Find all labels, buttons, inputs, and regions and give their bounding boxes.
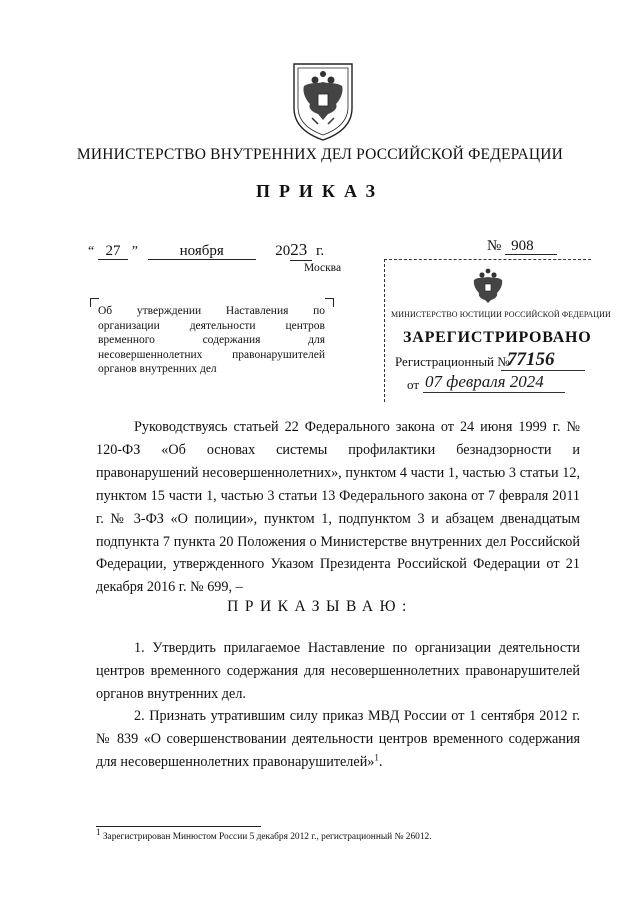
- subject-line: органов внутренних дел: [98, 363, 217, 375]
- double-headed-eagle-icon: [471, 266, 505, 304]
- order-number: [487, 238, 557, 255]
- date-month: ноября: [148, 243, 256, 260]
- stamp-reg-label: Регистрационный №: [395, 354, 510, 369]
- order-date: [88, 240, 324, 261]
- command-heading: ПРИКАЗЫВАЮ:: [227, 598, 413, 615]
- number-value: 908: [505, 238, 557, 255]
- stamp-date-prefix: от: [407, 377, 420, 392]
- date-day: 27: [98, 243, 128, 260]
- footnote-separator: [96, 826, 261, 827]
- ministry-title: МИНИСТЕРСТВО ВНУТРЕННИХ ДЕЛ РОССИЙСКОЙ ФЕДЕРАЦИИ: [76, 146, 564, 163]
- city: Москва: [304, 262, 342, 274]
- document-type: ПРИКАЗ: [255, 181, 385, 201]
- footnote-mark: 1: [96, 827, 101, 837]
- date-year-prefix: 20: [275, 243, 291, 259]
- subject-bracket-right: [325, 298, 334, 307]
- date-year-unit: г.: [315, 243, 325, 259]
- date-year-suffix: 23: [290, 240, 312, 261]
- stamp-date-underline: [423, 392, 565, 393]
- stamp-number-underline: [501, 370, 585, 371]
- stamp-status: ЗАРЕГИСТРИРОВАНО: [403, 329, 592, 346]
- stamp-reg-date: 07 февраля 2024: [425, 372, 544, 391]
- preamble-paragraph: Руководствуясь статьей 22 Федерального закона от 24 июня 1999 г. № 120-ФЗ «Об основах системы профилактики безнадзорности и правонарушений несовершеннолетних», пунктом 4 части 1, частью 3 статьи 12, пунктом 15 части 1, частью 3 статьи 13 Федерального закона от 7 февраля 2011 г. № 3-ФЗ «О полиции», пунктом 1, подпунктом 3 и абзацем двенадцатым подпункта 7 пункта 20 Положения о Министерстве внутренних дел Российской Федерации, утвержденного Указом Президента Российской Федерации от 21 декабря 2016 г. № 699, –: [96, 419, 580, 596]
- number-label: №: [487, 238, 502, 254]
- order-item-2-end: .: [378, 753, 383, 770]
- russian-coat-of-arms-icon: [288, 60, 358, 142]
- footnote-text: Зарегистрирован Минюстом России 5 декабря 2012 г., регистрационный № 26012.: [100, 832, 432, 843]
- order-subject: [98, 304, 325, 377]
- footnote: [96, 827, 432, 843]
- registration-stamp: [384, 259, 611, 402]
- date-open-quote: “: [88, 244, 95, 259]
- order-item-2-text: 2. Признать утратившим силу приказ МВД России от 1 сентября 2012 г. № 839 «О совершенствовании деятельности центров временного содержания для несовершеннолетних правонарушителей»: [96, 708, 580, 770]
- order-item-1: 1. Утвердить прилагаемое Наставление по организации деятельности центров временного содержания для несовершеннолетних правонарушителей органов внутренних дел.: [96, 640, 580, 702]
- stamp-organization: МИНИСТЕРСТВО ЮСТИЦИИ РОССИЙСКОЙ ФЕДЕРАЦИИ: [391, 310, 611, 319]
- date-close-quote: ”: [131, 244, 138, 259]
- stamp-reg-number: 77156: [507, 349, 555, 370]
- subject-line: Об утверждении Наставления по: [98, 305, 325, 317]
- order-item-2: [96, 705, 580, 774]
- footnote-reference: 1: [374, 752, 379, 763]
- subject-line: организации деятельности центров: [98, 319, 325, 332]
- subject-line: несовершеннолетних правонарушителей: [98, 348, 325, 361]
- subject-line: временного содержания для: [98, 334, 325, 346]
